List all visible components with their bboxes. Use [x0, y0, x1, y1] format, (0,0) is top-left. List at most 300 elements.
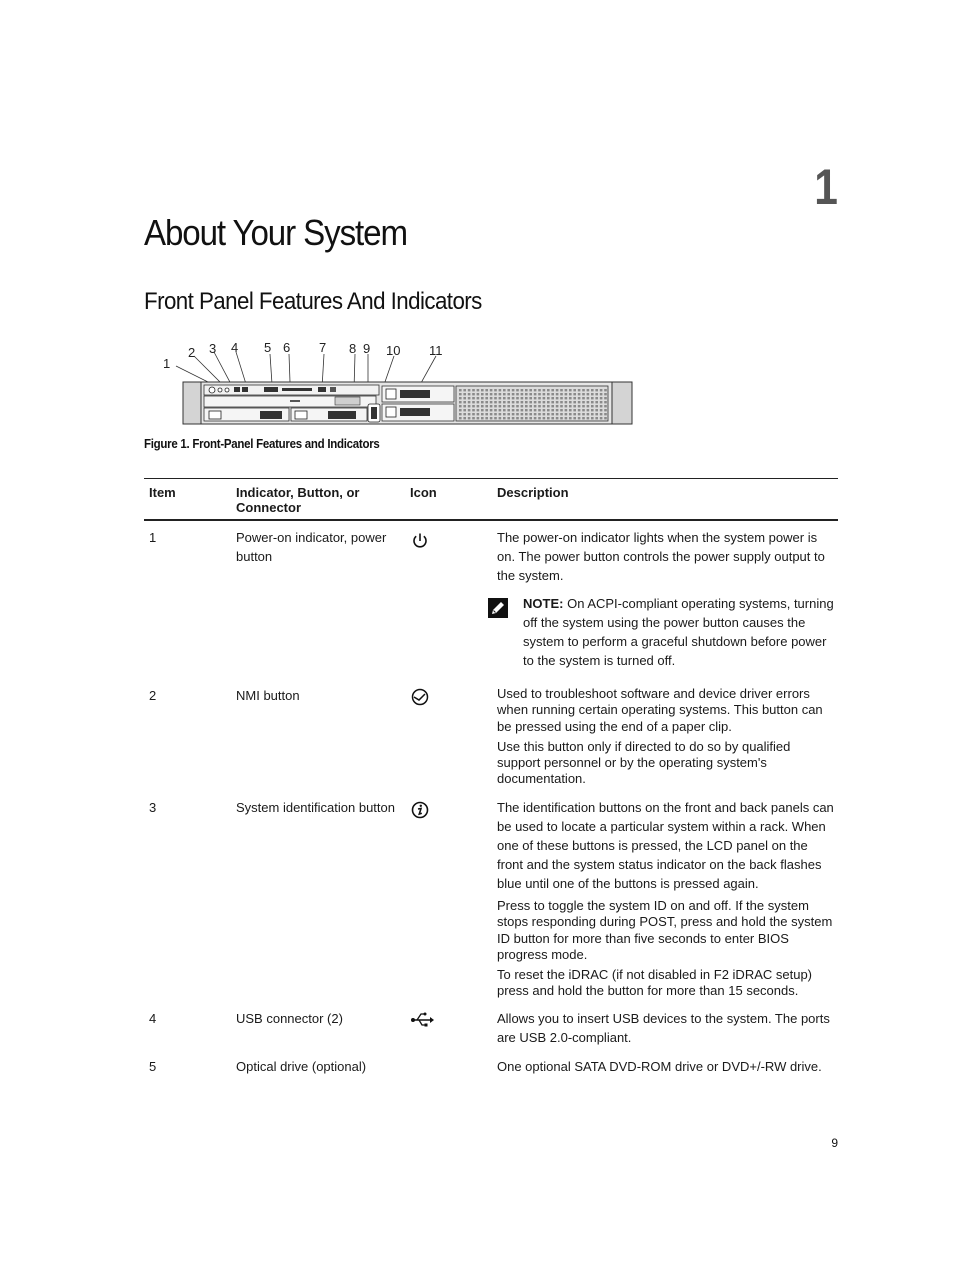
vent-hole	[521, 417, 524, 419]
vent-hole	[463, 413, 466, 415]
vent-hole	[560, 397, 563, 399]
vent-hole	[481, 413, 484, 415]
description-paragraph: The power-on indicator lights when the system power is on. The power button controls the power supply output to the system.	[497, 530, 825, 583]
vent-hole	[543, 397, 546, 399]
vent-hole	[578, 401, 581, 403]
vent-hole	[503, 389, 506, 391]
vent-hole	[472, 413, 475, 415]
vent-hole	[534, 405, 537, 407]
vent-hole	[529, 393, 532, 395]
vent-hole	[556, 393, 559, 395]
vent-hole	[512, 413, 515, 415]
vent-hole	[547, 397, 550, 399]
vent-hole	[556, 389, 559, 391]
vent-hole	[485, 389, 488, 391]
description-paragraph: One optional SATA DVD-ROM drive or DVD+/-RW drive.	[497, 1059, 822, 1074]
vent-hole	[573, 417, 576, 419]
vent-hole	[538, 405, 541, 407]
power-icon	[410, 531, 440, 551]
vent-hole	[582, 413, 585, 415]
vent-hole	[556, 417, 559, 419]
vent-hole	[494, 393, 497, 395]
vent-hole	[534, 417, 537, 419]
vent-hole	[582, 393, 585, 395]
vent-hole	[565, 405, 568, 407]
vent-hole	[600, 389, 603, 391]
vent-hole	[521, 409, 524, 411]
front-panel-illustration	[160, 336, 640, 428]
vent-hole	[569, 401, 572, 403]
vent-hole	[560, 409, 563, 411]
vent-hole	[494, 397, 497, 399]
vent-hole	[525, 413, 528, 415]
vent-hole	[538, 417, 541, 419]
vent-hole	[503, 409, 506, 411]
vent-hole	[565, 413, 568, 415]
vent-hole	[472, 409, 475, 411]
vent-hole	[582, 389, 585, 391]
row-item: 3	[149, 800, 157, 815]
vent-hole	[604, 417, 607, 419]
table-row	[144, 1004, 838, 1052]
vent-hole	[578, 397, 581, 399]
vent-hole	[595, 401, 598, 403]
description-paragraph: Press to toggle the system ID on and off. If the system stops responding during POST, press and hold the system ID button for more than five seconds to enter BIOS progress mode.	[497, 898, 833, 962]
vent-hole	[516, 397, 519, 399]
table-row	[144, 681, 838, 793]
vent-hole	[516, 393, 519, 395]
vent-hole	[556, 401, 559, 403]
vent-hole	[477, 413, 480, 415]
chapter-number: 1	[814, 159, 837, 215]
vent-hole	[560, 413, 563, 415]
vent-hole	[481, 389, 484, 391]
vent-hole	[565, 393, 568, 395]
vent-hole	[490, 413, 493, 415]
vent-hole	[529, 417, 532, 419]
vent-hole	[516, 409, 519, 411]
vent-hole	[538, 409, 541, 411]
vent-hole	[547, 417, 550, 419]
vent-hole	[587, 409, 590, 411]
vent-hole	[547, 409, 550, 411]
vent-hole	[525, 409, 528, 411]
vent-hole	[507, 413, 510, 415]
vent-hole	[604, 413, 607, 415]
vent-hole	[490, 405, 493, 407]
vent-hole	[547, 405, 550, 407]
vent-hole	[551, 413, 554, 415]
table-row	[144, 521, 838, 681]
vent-hole	[582, 417, 585, 419]
vent-hole	[578, 405, 581, 407]
table-row	[144, 1052, 838, 1082]
vent-hole	[521, 413, 524, 415]
vent-hole	[521, 393, 524, 395]
vent-hole	[494, 389, 497, 391]
vent-hole	[472, 393, 475, 395]
vent-hole	[459, 389, 462, 391]
vent-hole	[604, 401, 607, 403]
vent-hole	[534, 393, 537, 395]
vent-hole	[485, 413, 488, 415]
vent-hole	[529, 401, 532, 403]
vent-hole	[551, 393, 554, 395]
header-description: Description	[497, 485, 569, 500]
vent-hole	[538, 413, 541, 415]
row-description	[497, 528, 837, 670]
vent-hole	[578, 389, 581, 391]
vent-hole	[573, 401, 576, 403]
vent-hole	[459, 401, 462, 403]
vent-hole	[503, 417, 506, 419]
vent-hole	[591, 413, 594, 415]
vent-hole	[490, 401, 493, 403]
vent-hole	[578, 413, 581, 415]
vent-hole	[573, 413, 576, 415]
vent-hole	[604, 409, 607, 411]
description-paragraph: Allows you to insert USB devices to the system. The ports are USB 2.0-compliant.	[497, 1011, 830, 1045]
vent-hole	[587, 413, 590, 415]
vent-hole	[499, 401, 502, 403]
vent-hole	[582, 409, 585, 411]
vent-hole	[573, 393, 576, 395]
vent-hole	[516, 413, 519, 415]
vent-hole	[565, 389, 568, 391]
header-icon: Icon	[410, 485, 437, 500]
vent-hole	[463, 401, 466, 403]
vent-hole	[472, 401, 475, 403]
vent-hole	[516, 389, 519, 391]
vent-hole	[512, 409, 515, 411]
vent-hole	[525, 393, 528, 395]
vent-hole	[512, 401, 515, 403]
vent-hole	[587, 393, 590, 395]
vent-hole	[468, 389, 471, 391]
vent-hole	[459, 393, 462, 395]
vent-hole	[477, 397, 480, 399]
row-description	[497, 686, 837, 792]
vent-hole	[560, 393, 563, 395]
vent-hole	[529, 409, 532, 411]
vent-hole	[534, 397, 537, 399]
vent-hole	[560, 405, 563, 407]
figure-caption: Figure 1. Front-Panel Features and Indicators	[144, 437, 380, 451]
vent-hole	[534, 389, 537, 391]
vent-hole	[551, 405, 554, 407]
vent-hole	[569, 393, 572, 395]
vent-hole	[459, 409, 462, 411]
callout-3: 3	[209, 341, 217, 356]
vent-hole	[499, 405, 502, 407]
vent-hole	[600, 405, 603, 407]
vent-hole	[512, 393, 515, 395]
vent-hole	[578, 409, 581, 411]
front-panel-figure	[160, 336, 640, 428]
vent-hole	[459, 397, 462, 399]
vent-hole	[468, 405, 471, 407]
vent-hole	[507, 393, 510, 395]
vent-hole	[595, 405, 598, 407]
vent-hole	[534, 409, 537, 411]
vent-hole	[529, 397, 532, 399]
vent-hole	[534, 401, 537, 403]
vent-hole	[591, 417, 594, 419]
row-name: Power-on indicator, power button	[236, 530, 387, 564]
vent-hole	[481, 401, 484, 403]
callout-8: 8	[349, 341, 357, 356]
vent-hole	[591, 401, 594, 403]
vent-hole	[556, 405, 559, 407]
vent-hole	[490, 417, 493, 419]
vent-hole	[521, 389, 524, 391]
vent-hole	[512, 397, 515, 399]
note-box	[497, 594, 837, 670]
vent-hole	[560, 389, 563, 391]
vent-hole	[525, 401, 528, 403]
row-item: 2	[149, 688, 157, 703]
description-paragraph: The identification buttons on the front and back panels can be used to locate a particular system within a rack. When one of these buttons is pressed, the LCD panel on the front and the system status indicator on the back flashes blue until one of the buttons is pressed again.	[497, 800, 834, 891]
server-chassis	[183, 382, 632, 424]
row-description	[497, 1009, 837, 1052]
vent-hole	[560, 417, 563, 419]
vent-hole	[481, 397, 484, 399]
vent-hole	[595, 413, 598, 415]
vent-hole	[507, 405, 510, 407]
vent-hole	[477, 405, 480, 407]
vent-hole	[529, 413, 532, 415]
vent-hole	[543, 393, 546, 395]
vent-hole	[578, 393, 581, 395]
vent-hole	[595, 417, 598, 419]
vent-hole	[591, 397, 594, 399]
vent-hole	[595, 409, 598, 411]
page-number: 9	[831, 1136, 838, 1150]
vent-hole	[551, 389, 554, 391]
vent-hole	[569, 397, 572, 399]
row-name: Optical drive (optional)	[236, 1059, 367, 1074]
vent-hole	[551, 409, 554, 411]
vent-hole	[525, 389, 528, 391]
vent-hole	[494, 413, 497, 415]
vent-hole	[556, 413, 559, 415]
vent-hole	[565, 401, 568, 403]
vent-hole	[547, 401, 550, 403]
vent-hole	[565, 409, 568, 411]
vent-hole	[507, 401, 510, 403]
vent-hole	[565, 417, 568, 419]
vent-hole	[591, 409, 594, 411]
vent-hole	[569, 413, 572, 415]
vent-hole	[569, 389, 572, 391]
vent-hole	[521, 401, 524, 403]
vent-hole	[490, 409, 493, 411]
vent-hole	[604, 393, 607, 395]
vent-hole	[490, 397, 493, 399]
description-paragraph: Used to troubleshoot software and device driver errors when running certain operating systems. This button can be pressed using the end of a paper clip.	[497, 686, 823, 734]
vent-hole	[494, 405, 497, 407]
callout-7: 7	[319, 340, 327, 355]
usb-icon	[410, 1010, 440, 1028]
vent-hole	[503, 401, 506, 403]
callout-2: 2	[188, 345, 196, 360]
vent-hole	[573, 405, 576, 407]
vent-hole	[499, 409, 502, 411]
callout-6: 6	[283, 340, 291, 355]
vent-hole	[507, 417, 510, 419]
vent-hole	[573, 389, 576, 391]
vent-hole	[573, 409, 576, 411]
header-name: Indicator, Button, or Connector	[236, 485, 360, 515]
vent-hole	[587, 389, 590, 391]
vent-hole	[459, 417, 462, 419]
vent-hole	[582, 401, 585, 403]
row-name: USB connector (2)	[236, 1011, 343, 1026]
callout-4: 4	[231, 340, 239, 355]
vent-hole	[565, 397, 568, 399]
vent-hole	[547, 413, 550, 415]
vent-hole	[468, 409, 471, 411]
callout-10: 10	[386, 343, 401, 358]
vent-hole	[595, 397, 598, 399]
vent-hole	[525, 405, 528, 407]
vent-hole	[477, 417, 480, 419]
vent-hole	[543, 413, 546, 415]
vent-hole	[569, 409, 572, 411]
vent-hole	[573, 397, 576, 399]
note-label: NOTE:	[523, 596, 564, 611]
vent-hole	[543, 401, 546, 403]
vent-hole	[463, 397, 466, 399]
features-table	[144, 478, 838, 1082]
vent-hole	[600, 409, 603, 411]
vent-hole	[529, 405, 532, 407]
vent-hole	[512, 417, 515, 419]
vent-hole	[604, 405, 607, 407]
description-paragraph: To reset the iDRAC (if not disabled in F2 iDRAC setup) press and hold the button for more than 15 seconds.	[497, 967, 813, 999]
row-item: 1	[149, 530, 157, 545]
vent-hole	[551, 397, 554, 399]
header-item: Item	[149, 485, 176, 500]
vent-hole	[494, 401, 497, 403]
vent-hole	[472, 397, 475, 399]
vent-hole	[591, 405, 594, 407]
vent-hole	[595, 389, 598, 391]
note-text: On ACPI-compliant operating systems, turning off the system using the power button causes the system to perform a graceful shutdown before power to the system is turned off.	[523, 596, 834, 668]
vent-hole	[499, 413, 502, 415]
vent-hole	[538, 397, 541, 399]
vent-hole	[538, 389, 541, 391]
section-title: Front Panel Features And Indicators	[144, 288, 482, 315]
vent-hole	[587, 397, 590, 399]
vent-hole	[468, 413, 471, 415]
vent-hole	[494, 409, 497, 411]
callout-5: 5	[264, 340, 272, 355]
vent-hole	[459, 405, 462, 407]
vent-hole	[503, 397, 506, 399]
row-name: System identification button	[236, 800, 395, 815]
vent-hole	[499, 393, 502, 395]
vent-hole	[468, 401, 471, 403]
vent-hole	[604, 389, 607, 391]
row-item: 5	[149, 1059, 157, 1074]
vent-hole	[591, 393, 594, 395]
vent-hole	[507, 389, 510, 391]
row-description	[497, 1057, 837, 1081]
note-pencil-icon	[488, 598, 508, 618]
vent-hole	[477, 393, 480, 395]
callout-9: 9	[363, 341, 371, 356]
vent-hole	[582, 397, 585, 399]
vent-hole	[463, 389, 466, 391]
vent-hole	[516, 401, 519, 403]
vent-hole	[481, 417, 484, 419]
vent-hole	[485, 405, 488, 407]
vent-hole	[569, 417, 572, 419]
vent-hole	[578, 417, 581, 419]
vent-hole	[468, 393, 471, 395]
vent-hole	[556, 409, 559, 411]
vent-hole	[485, 401, 488, 403]
table-header-row	[144, 479, 838, 519]
vent-hole	[560, 401, 563, 403]
vent-hole	[587, 417, 590, 419]
vent-hole	[543, 389, 546, 391]
vent-hole	[551, 417, 554, 419]
vent-hole	[534, 413, 537, 415]
vent-hole	[459, 413, 462, 415]
row-item: 4	[149, 1011, 157, 1026]
vent-hole	[512, 405, 515, 407]
vent-hole	[525, 417, 528, 419]
vent-hole	[587, 401, 590, 403]
vent-hole	[547, 393, 550, 395]
vent-hole	[485, 393, 488, 395]
vent-hole	[481, 393, 484, 395]
vent-hole	[463, 405, 466, 407]
vent-hole	[463, 409, 466, 411]
vent-hole	[472, 417, 475, 419]
vent-hole	[600, 397, 603, 399]
vent-hole	[507, 409, 510, 411]
callout-11: 11	[429, 343, 443, 358]
nmi-icon	[410, 687, 440, 707]
vent-hole	[463, 393, 466, 395]
vent-hole	[591, 389, 594, 391]
vent-hole	[582, 405, 585, 407]
vent-hole	[468, 417, 471, 419]
vent-hole	[543, 409, 546, 411]
vent-hole	[468, 397, 471, 399]
vent-hole	[507, 397, 510, 399]
vent-hole	[477, 409, 480, 411]
vent-hole	[516, 405, 519, 407]
vent-hole	[485, 409, 488, 411]
table-row	[144, 793, 838, 1004]
vent-hole	[529, 389, 532, 391]
vent-hole	[551, 401, 554, 403]
vent-hole	[538, 393, 541, 395]
vent-hole	[472, 389, 475, 391]
vent-hole	[481, 409, 484, 411]
vent-hole	[521, 397, 524, 399]
vent-hole	[595, 393, 598, 395]
vent-hole	[547, 389, 550, 391]
vent-hole	[494, 417, 497, 419]
vent-hole	[512, 389, 515, 391]
vent-hole	[472, 405, 475, 407]
vent-hole	[600, 401, 603, 403]
